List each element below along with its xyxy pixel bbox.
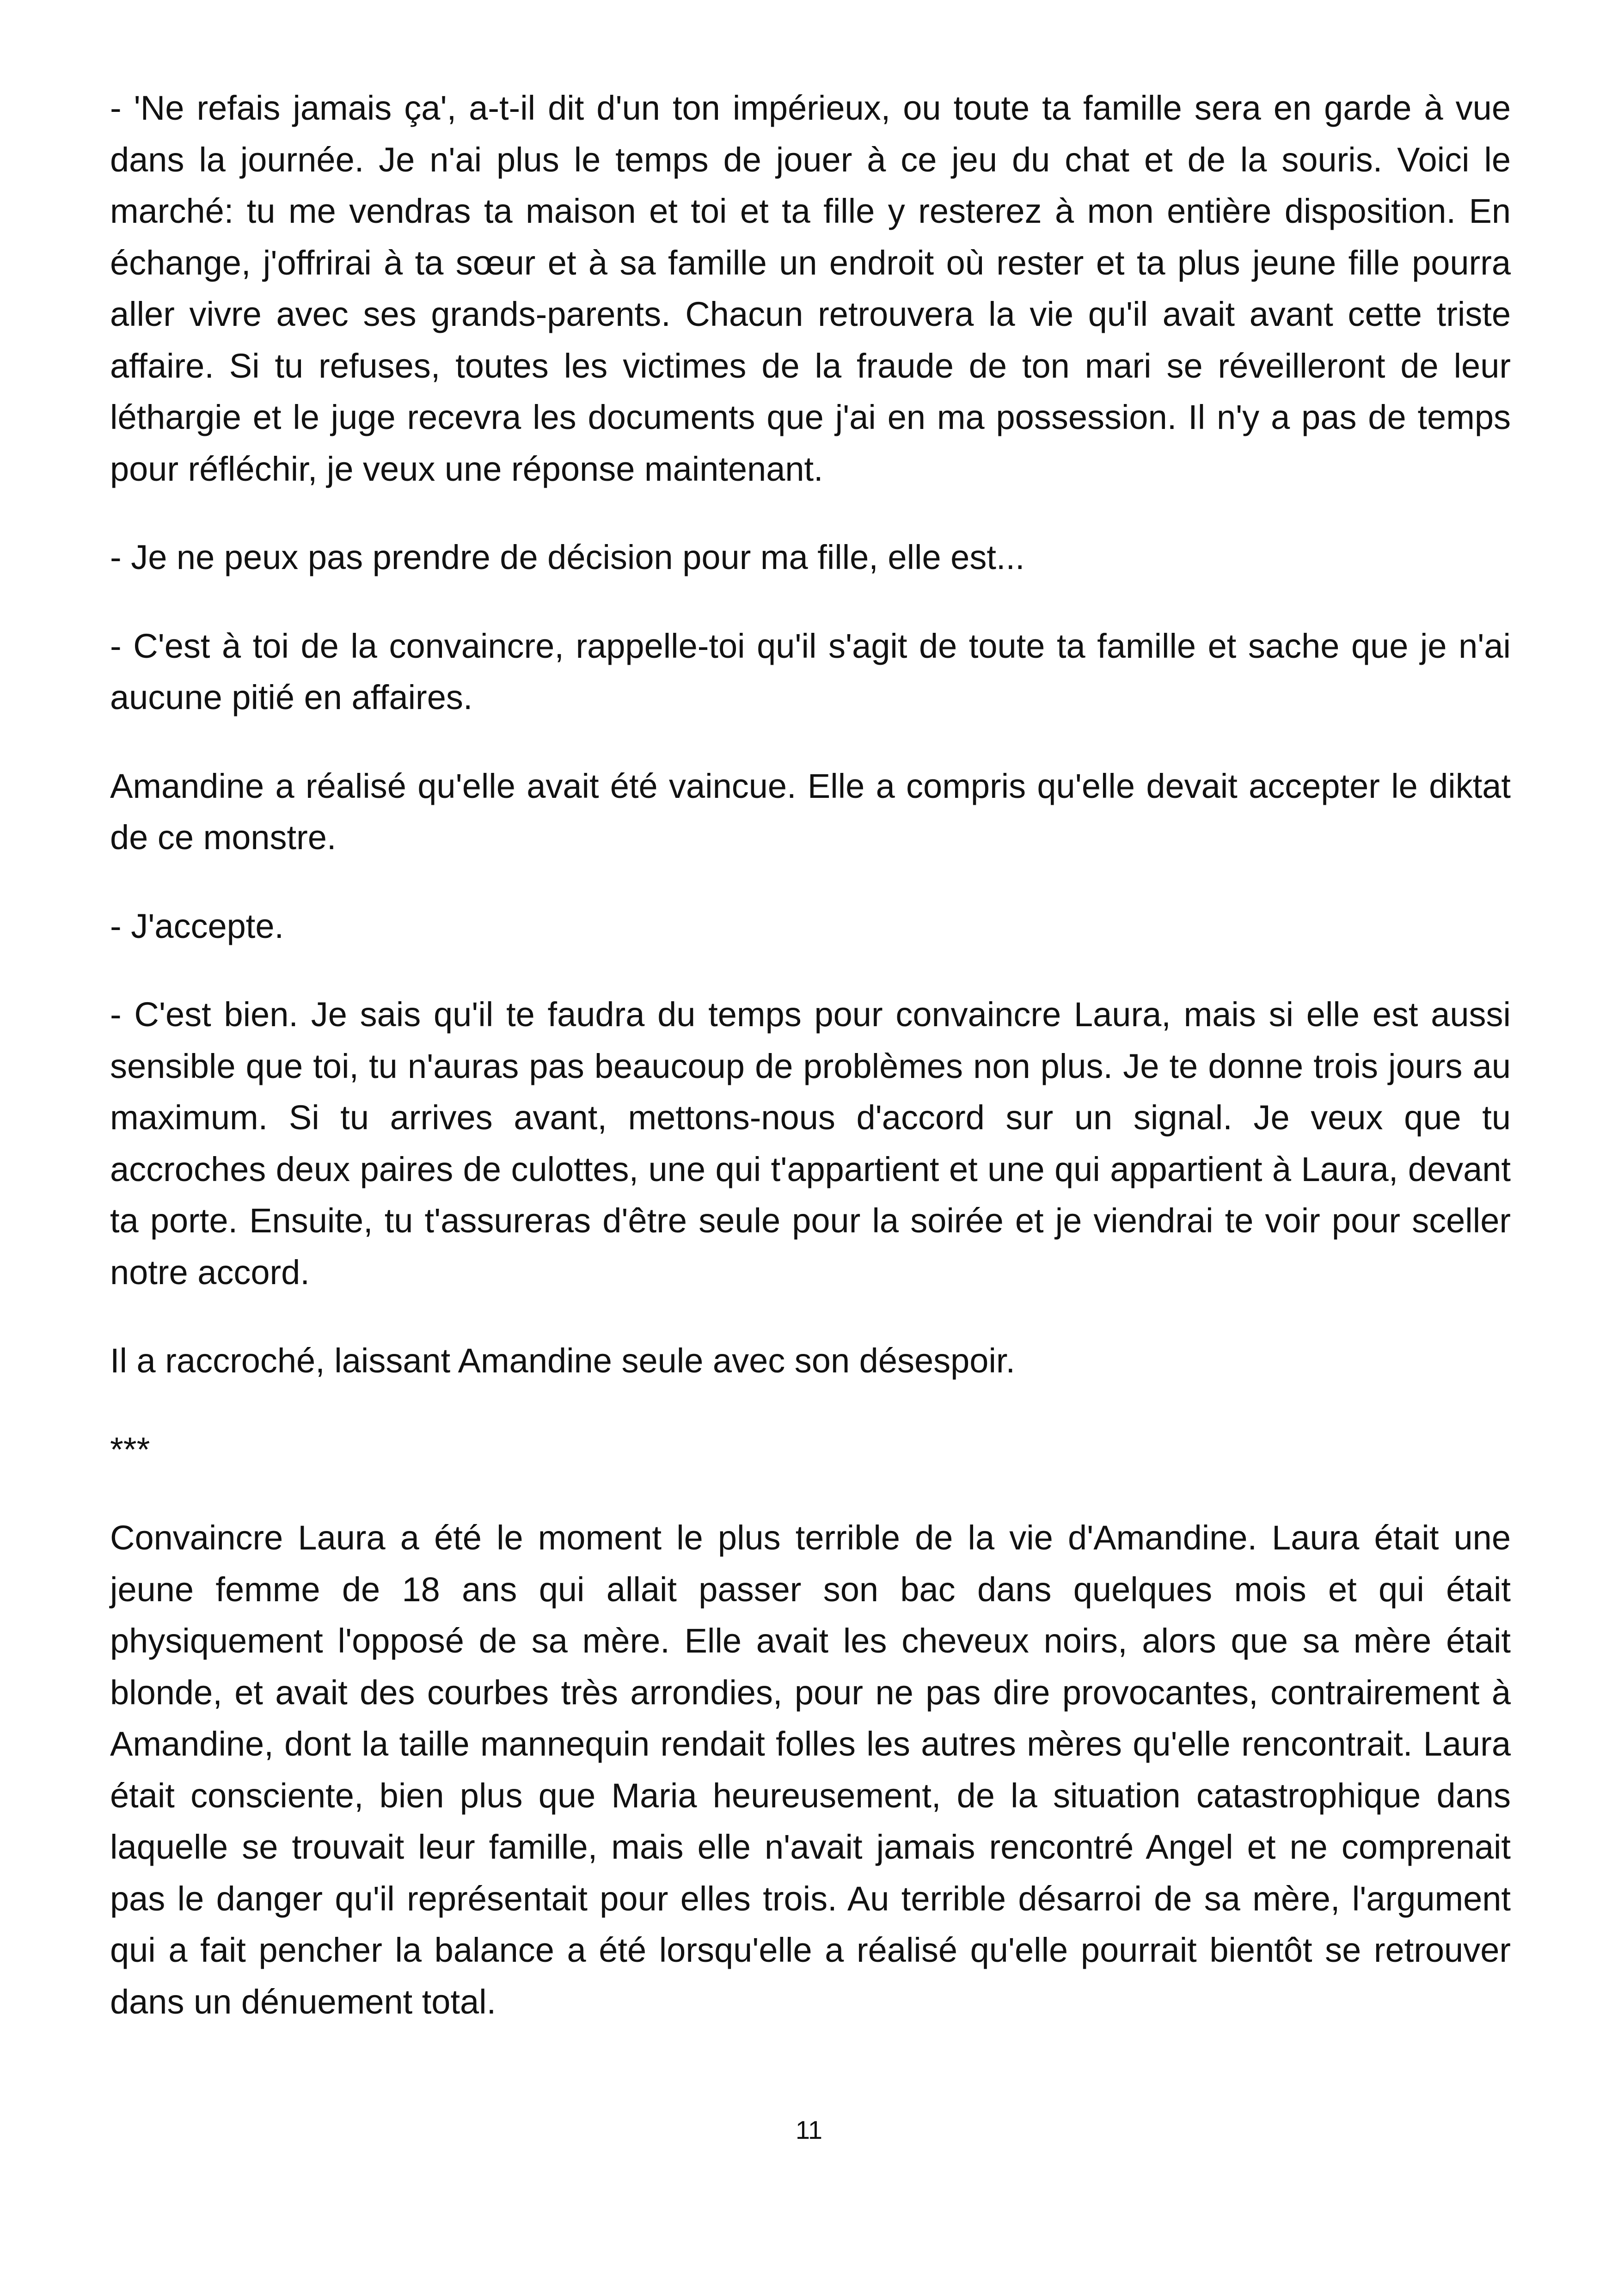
page-body: [110, 82, 1520, 2064]
paragraph-ultimatum: - 'Ne refais jamais ça', a-t-il dit d'un ton impérieux, ou toute ta famille sera en garde à vue dans la journée. Je n'ai plus le temps de jouer à ce jeu du chat et de la souris. Voici le marché: tu me vendras ta maison et toi et ta fille y resterez à mon entière disposition. En échange, j'offrirai à ta sœur et à sa famille un endroit où rester et ta plus jeune fille pourra aller vivre avec ses grands-parents. Chacun retrouvera la vie qu'il avait avant cette triste affaire. Si tu refuses, toutes les victimes de la fraude de ton mari se réveilleront de leur léthargie et le juge recevra les documents que j'ai en ma possession. Il n'y a pas de temps pour réfléchir, je veux une réponse maintenant.: [110, 89, 1520, 488]
paragraph-defeat: Amandine a réalisé qu'elle avait été vaincue. Elle a compris qu'elle devait accepter le diktat de ce monstre.: [110, 766, 1520, 857]
paragraph-hesitation: - Je ne peux pas prendre de décision pour ma fille, elle est...: [110, 538, 1025, 576]
paragraph-laura: Convaincre Laura a été le moment le plus terrible de la vie d'Amandine. Laura était une jeune femme de 18 ans qui allait passer son bac dans quelques mois et qui était physiquement l'opposé de sa mère. Elle avait les cheveux noirs, alors que sa mère était blonde, et avait des courbes très arrondies, pour ne pas dire provocantes, contrairement à Amandine, dont la taille mannequin rendait folles les autres mères qu'elle rencontrait. Laura était consciente, bien plus que Maria heureusement, de la situation catastrophique dans laquelle se trouvait leur famille, mais elle n'avait jamais rencontré Angel et ne comprenait pas le danger qu'il représentait pour elles trois. Au terrible désarroi de sa mère, l'argument qui a fait pencher la balance a été lorsqu'elle a réalisé qu'elle pourrait bientôt se retrouver dans un dénuement total.: [110, 1518, 1520, 2021]
paragraph-convince: - C'est à toi de la convaincre, rappelle-toi qu'il s'agit de toute ta famille et sache que je n'ai aucune pitié en affaires.: [110, 626, 1520, 716]
paragraph-signal: - C'est bien. Je sais qu'il te faudra du temps pour convaincre Laura, mais si elle est aussi sensible que toi, tu n'auras pas beaucoup de problèmes non plus. Je te donne trois jours au maximum. Si tu arrives avant, mettons-nous d'accord sur un signal. Je veux que tu accroches deux paires de culottes, une qui t'appartient et une qui appartient à Laura, devant ta porte. Ensuite, tu t'assureras d'être seule pour la soirée et je viendrai te voir pour sceller notre accord.: [110, 995, 1520, 1292]
paragraph-hangup: Il a raccroché, laissant Amandine seule avec son désespoir.: [110, 1341, 1016, 1380]
section-break: ***: [110, 1430, 150, 1469]
paragraph-accept: - J'accepte.: [110, 906, 284, 945]
page-number: 11: [795, 2115, 823, 2144]
